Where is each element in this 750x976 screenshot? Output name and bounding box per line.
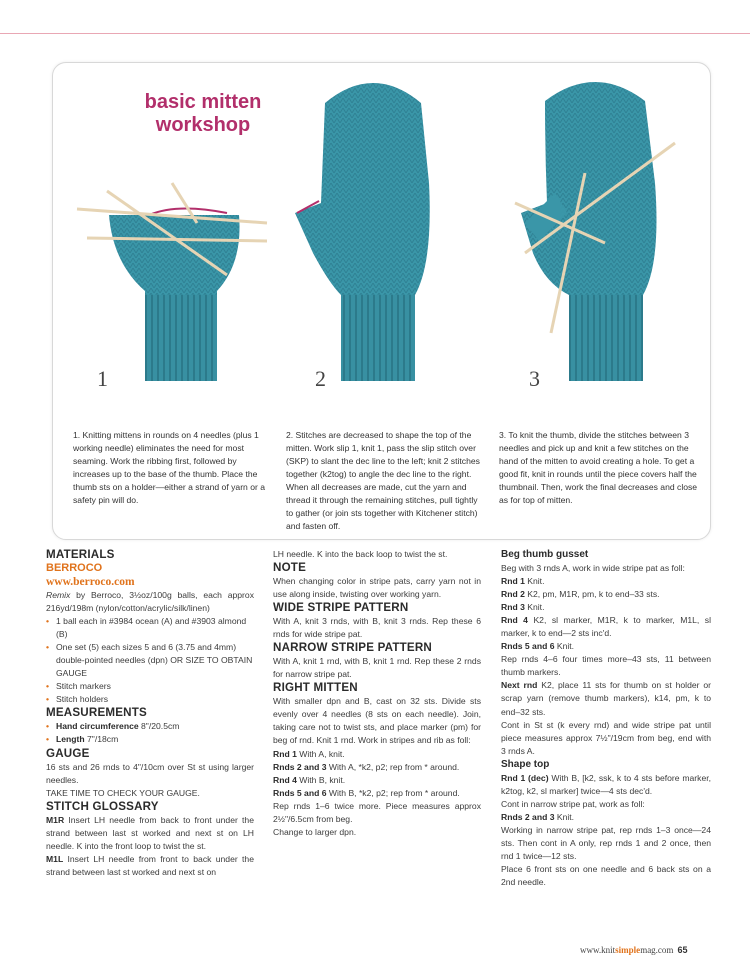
page-number: 65 — [677, 945, 688, 955]
materials-heading: MATERIALS — [46, 548, 115, 561]
gusset-rnds-5-6: Rnds 5 and 6 Knit. — [501, 641, 575, 652]
gauge-note: TAKE TIME TO CHECK YOUR GAUGE. — [46, 787, 200, 798]
step-number-2: 2 — [315, 366, 326, 391]
column-1 — [46, 548, 254, 879]
materials-item: • Stitch holders — [46, 693, 254, 706]
caption-step-2: 2. Stitches are decreased to shape the top of the mitten. Work slip 1, knit 1, pass the slip stitch over (SKP) to slant the dec line to the left; knit 2 stitches together (k2tog) to angle the dec line to the right. When all decreases are made, cut the yarn and thread it through the remaining stitches, pull tightly to gather (or join sts together with Kitchener stitch) and fasten off. — [286, 430, 480, 531]
measurement-length: • Length 7"/18cm — [46, 733, 254, 746]
gauge-heading: GAUGE — [46, 746, 90, 760]
materials-item: • One set (5) each sizes 5 and 6 (3.75 and 4mm) double-pointed needles (dpn) OR SIZE TO OBTAIN GAUGE — [46, 642, 253, 679]
bullet-icon: • — [46, 734, 50, 745]
glossary-heading: STITCH GLOSSARY — [46, 799, 159, 813]
glossary-m1r: M1R Insert LH needle from back to front under the strand between last st worked and next st on LH needle. K into the front loop to twist the st. — [46, 814, 254, 851]
workshop-panel — [52, 62, 711, 540]
materials-item: • Stitch markers — [46, 680, 254, 693]
brand-url[interactable]: www.berroco.com — [46, 576, 135, 588]
rnd-1: Rnd 1 With A, knit. — [273, 748, 345, 759]
right-mitten-text: With smaller dpn and B, cast on 32 sts. Divide sts evenly over 4 needles (8 sts on each needle). Join, taking care not to twist sts, and place marker (pm) for beg of rnd. Knit 1 rnd. Work in stripes and rib as foll: — [273, 696, 481, 746]
continue-text: Cont in St st (k every rnd) and wide stripe pat until piece measures approx 7½"/19cm from beg, end with 3 rnds A. — [501, 719, 711, 756]
note-text: When changing color in stripe pats, carry yarn not in use along inside, twisting over working yarn. — [273, 576, 481, 600]
gusset-rnd-1: Rnd 1 Knit. — [501, 576, 545, 587]
mitten-step-3-image — [485, 63, 705, 403]
shape-rnds-2-3: Rnds 2 and 3 Knit. — [501, 811, 575, 822]
mitten-step-2-image — [283, 63, 463, 403]
shape-top-heading: Shape top — [501, 758, 550, 770]
panel-title-line2: workshop — [155, 114, 251, 136]
shape-place: Place 6 front sts on one needle and 6 back sts on a 2nd needle. — [501, 864, 711, 888]
materials-item: • 1 ball each in #3984 ocean (A) and #3903 almond (B) — [46, 616, 247, 640]
caption-step-1: 1. Knitting mittens in rounds on 4 needles (plus 1 working needle) eliminates the need for most seaming. Work the ribbing first, followed by increases up to the base of the thumb. Place the thumb sts on a holder—either a strand of yarn or a safety pin will do. — [73, 430, 266, 505]
glossary-m1l: M1L Insert LH needle from front to back under the strand between last st worked and next st on — [46, 853, 254, 877]
column-2 — [273, 548, 481, 839]
caption-step-3: 3. To knit the thumb, divide the stitches between 3 needles and pick up and knit a few stitches on the hand of the mitten to avoid creating a hole. To get a good fit, knit in rounds until the piece covers half the thumbnail. Then, work the final decreases and close as for top of mitten. — [499, 430, 698, 505]
bullet-icon: • — [46, 642, 50, 653]
right-mitten-heading: RIGHT MITTEN — [273, 681, 358, 695]
note-heading: NOTE — [273, 561, 307, 575]
next-rnd: Next rnd K2, place 11 sts for thumb on st holder or scrap yarn (remove thumb markers), k14, pm, k to end–32 sts. — [501, 680, 711, 717]
footer-site[interactable]: www.knitsimplemag.com — [580, 945, 674, 955]
narrow-stripe-text: With A, knit 1 rnd, with B, knit 1 rnd. Rep these 2 rnds for narrow stripe pat. — [273, 656, 481, 680]
yarn-details: by Berroco, 3½oz/100g balls, each approx 216yd/198m (nylon/cotton/acrylic/silk/linen) — [46, 590, 254, 614]
materials-list — [46, 615, 254, 706]
thumb-gusset-heading: Beg thumb gusset — [501, 549, 589, 560]
step-number-1: 1 — [97, 366, 108, 391]
rnds-5-6: Rnds 5 and 6 With B, *k2, p2; rep from * around. — [273, 787, 460, 798]
bullet-icon: • — [46, 616, 50, 627]
shape-working: Working in narrow stripe pat, rep rnds 1–3 once—24 sts. Then cont in A only, rep rnds 1 and 2 once, then rnd 1 twice—12 sts. — [501, 824, 711, 861]
gusset-rnd-3: Rnd 3 Knit. — [501, 602, 545, 613]
yarn-description — [46, 589, 254, 615]
yarn-name: Remix — [46, 590, 71, 600]
mitten-step-1-image — [67, 63, 287, 403]
gusset-repeat: Rep rnds 4–6 four times more–43 sts, 11 between thumb markers. — [501, 654, 711, 678]
panel-title-line1: basic mitten — [144, 91, 262, 113]
measurements-heading: MEASUREMENTS — [46, 706, 147, 720]
bullet-icon: • — [46, 694, 50, 705]
gusset-rnd-2: Rnd 2 K2, pm, M1R, pm, k to end–33 sts. — [501, 589, 660, 600]
gauge-text: 16 sts and 26 rnds to 4"/10cm over St st using larger needles. — [46, 761, 254, 785]
brand-name: BERROCO — [46, 562, 103, 574]
measurement-hand: • Hand circumference 8"/20.5cm — [46, 720, 254, 733]
wide-stripe-heading: WIDE STRIPE PATTERN — [273, 601, 409, 615]
narrow-stripe-heading: NARROW STRIPE PATTERN — [273, 641, 432, 655]
page-footer — [580, 945, 687, 955]
measurements-list — [46, 720, 254, 746]
gusset-rnd-4: Rnd 4 K2, sl marker, M1R, k to marker, M1L, sl marker, k to end—2 sts inc'd. — [501, 615, 712, 639]
top-rule — [0, 33, 750, 34]
repeat-text: Rep rnds 1–6 twice more. Piece measures approx 2½"/6.5cm from beg. — [273, 800, 481, 824]
column-3 — [501, 548, 711, 889]
thumb-gusset-text: Beg with 3 rnds A, work in wide stripe pat as foll: — [501, 563, 685, 573]
rnds-2-3: Rnds 2 and 3 With A, *k2, p2; rep from * around. — [273, 761, 460, 772]
step-number-3: 3 — [529, 366, 540, 391]
wide-stripe-text: With A, knit 3 rnds, with B, knit 3 rnds. Rep these 6 rnds for wide stripe pat. — [273, 616, 481, 640]
rnd-4: Rnd 4 With B, knit. — [273, 774, 346, 785]
change-needles-text: Change to larger dpn. — [273, 826, 357, 837]
shape-continue: Cont in narrow stripe pat, work as foll: — [501, 798, 645, 809]
shape-rnd-1: Rnd 1 (dec) With B, [k2, ssk, k to 4 sts before marker, k2tog, k2, sl marker] twice—4 sts dec'd. — [501, 772, 712, 796]
bullet-icon: • — [46, 721, 50, 732]
glossary-continued: LH needle. K into the back loop to twist the st. — [273, 549, 448, 559]
bullet-icon: • — [46, 681, 50, 692]
